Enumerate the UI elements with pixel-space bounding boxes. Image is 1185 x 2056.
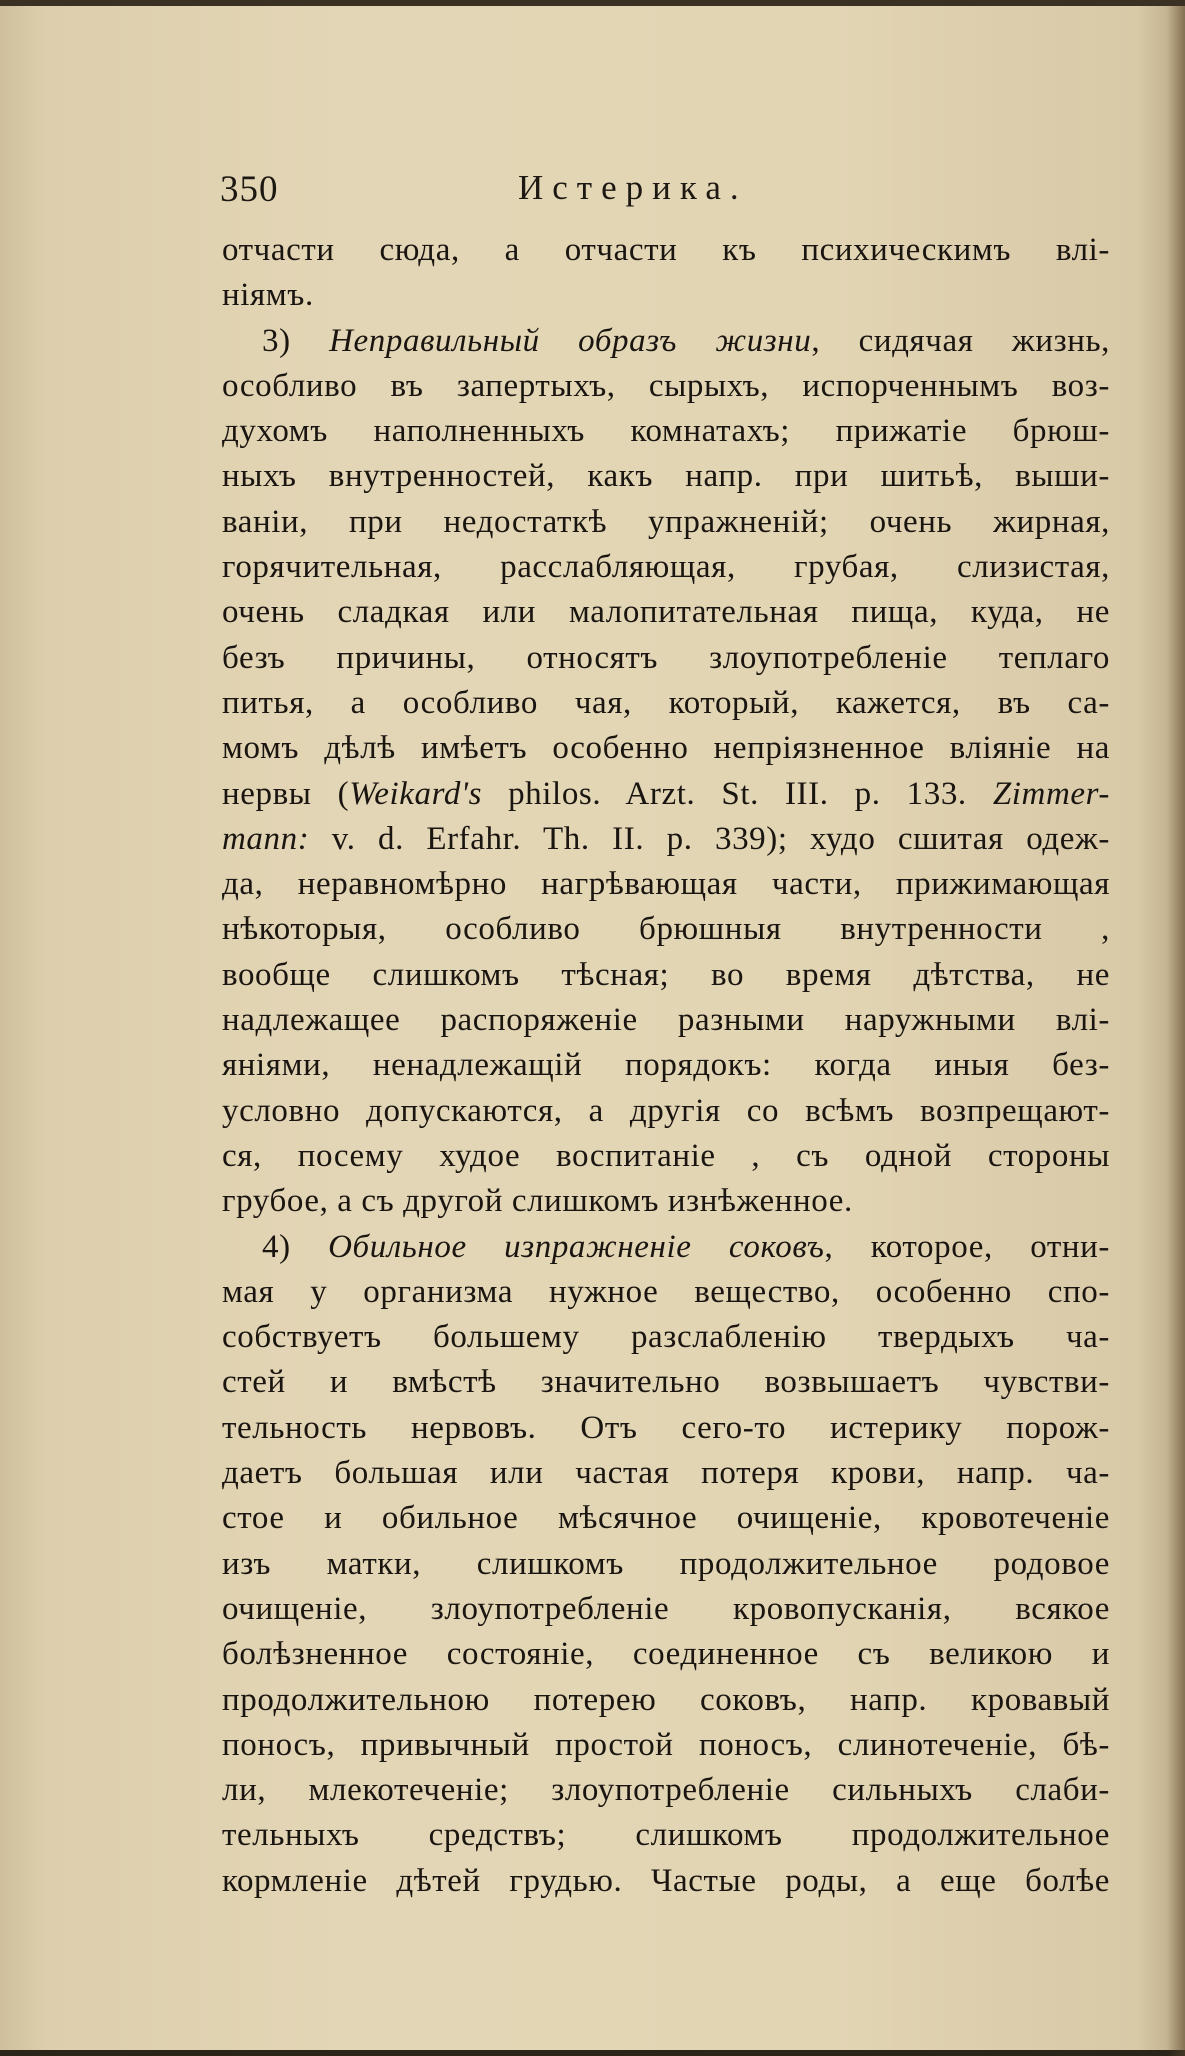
running-title: Истерика. xyxy=(518,168,748,207)
text-line: ли, млекотеченіе; злоупотребленіе сильныхъ слаби- xyxy=(222,1772,1110,1809)
text-line: mann: v. d. Erfahr. Th. II. p. 339); худо сшитая одеж- xyxy=(222,820,1110,857)
text-line: стое и обильное мѣсячное очищеніе, кровотеченіе xyxy=(222,1500,1110,1537)
text-line: момъ дѣлѣ имѣетъ особенно непріязненное вліяніе на xyxy=(222,730,1110,767)
citation-author: mann: xyxy=(222,820,310,857)
text-line: яніями, ненадлежащій порядокъ: когда иныя без- xyxy=(222,1047,1110,1084)
text-line: нѣкоторыя, особливо брюшныя внутренности , xyxy=(222,911,1110,948)
text-line: условно допускаются, а другія со всѣмъ возпрещают- xyxy=(222,1092,1110,1129)
text-line: нервы (Weikard's philos. Arzt. St. III. p. 133. Zimmer- xyxy=(222,775,1110,812)
text-line: ныхъ внутренностей, какъ напр. при шитьѣ, выши- xyxy=(222,458,1110,495)
text-line: собствуетъ большему разслабленію твердыхъ ча- xyxy=(222,1319,1110,1356)
text-line: мая у организма нужное вещество, особенно спо- xyxy=(222,1273,1110,1310)
text-line: ся, посему худое воспитаніе , съ одной стороны xyxy=(222,1137,1110,1174)
text-line: ваніи, при недостаткѣ упражненій; очень жирная, xyxy=(222,503,1110,540)
page-header xyxy=(220,168,1110,228)
body-text xyxy=(222,228,1110,1904)
text-line: стей и вмѣстѣ значительно возвышаетъ чувстви- xyxy=(222,1364,1110,1401)
page-number: 350 xyxy=(220,169,279,210)
text-line: поносъ, привычный простой поносъ, слинотеченіе, бѣ- xyxy=(222,1726,1110,1763)
text-line: 4) Обильное изпражненіе соковъ, которое, отни- xyxy=(262,1228,1110,1265)
text-line: болѣзненное состояніе, соединенное съ великою и xyxy=(222,1636,1110,1673)
page-spine-shadow xyxy=(1167,6,1185,2056)
text-line: изъ матки, слишкомъ продолжительное родовое xyxy=(222,1545,1110,1582)
emphasis: Обильное изпражненіе соковъ xyxy=(328,1228,825,1265)
text-line: да, неравномѣрно нагрѣвающая части, прижимающая xyxy=(222,866,1110,903)
text-line: вообще слишкомъ тѣсная; во время дѣтства, не xyxy=(222,956,1110,993)
text-line: ніямъ. xyxy=(222,277,314,314)
text-line: очищеніе, злоупотребленіе кровопусканія, всякое xyxy=(222,1590,1110,1627)
text-line: тельность нервовъ. Отъ сего-то истерику порож- xyxy=(222,1409,1110,1446)
text-line: отчасти сюда, а отчасти къ психическимъ влі- xyxy=(222,232,1110,268)
emphasis: Неправильный образъ жизни xyxy=(329,322,812,359)
text-line: тельныхъ средствъ; слишкомъ продолжительное xyxy=(222,1817,1110,1854)
text-line: надлежащее распоряженіе разными наружными влі- xyxy=(222,1002,1110,1039)
text-line: 3) Неправильный образъ жизни, сидячая жизнь, xyxy=(262,322,1110,359)
text-line: питья, а особливо чая, который, кажется, въ са- xyxy=(222,684,1110,721)
citation-author: Weikard's xyxy=(349,775,483,812)
text-line: очень сладкая или малопитательная пища, куда, не xyxy=(222,594,1110,631)
text-line: духомъ наполненныхъ комнатахъ; прижатіе брюш- xyxy=(222,413,1110,450)
text-line: продолжительною потерею соковъ, напр. кровавый xyxy=(222,1681,1110,1718)
text-line: горячительная, расслабляющая, грубая, слизистая, xyxy=(222,549,1110,586)
text-line: даетъ большая или частая потеря крови, напр. ча- xyxy=(222,1455,1110,1492)
text-line: кормленіе дѣтей грудью. Частые роды, а еще болѣе xyxy=(222,1862,1110,1899)
text-line: грубое, а съ другой слишкомъ изнѣженное. xyxy=(222,1183,853,1220)
text-line: безъ причины, относятъ злоупотребленіе теплаго xyxy=(222,639,1110,676)
citation-author: Zimmer- xyxy=(992,775,1110,812)
text-line: особливо въ запертыхъ, сырыхъ, испорченнымъ воз- xyxy=(222,367,1110,404)
